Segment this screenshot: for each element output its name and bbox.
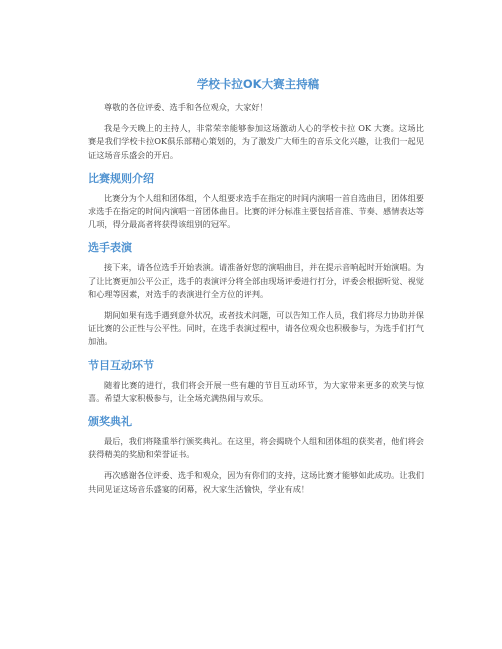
section-heading-interaction: 节目互动环节 xyxy=(88,358,154,372)
performance-paragraph-2: 期间如果有选手遇到意外状况，或者技术问题，可以告知工作人员，我们将尽力协助并保证比赛的公正性与公平性。同时，在选手表演过程中，请各位观众也积极参与，为选手们打气加油。 xyxy=(88,310,424,347)
intro-paragraph: 我是今天晚上的主持人，非常荣幸能够参加这场激动人心的学校卡拉 OK 大赛。这场比赛是我们学校卡拉OK俱乐部精心策划的，为了激发广大师生的音乐文化兴趣，让我们一起见证这场音乐盛会的开启。 xyxy=(88,123,424,160)
document-title: 学校卡拉OK大赛主持稿 xyxy=(196,77,320,91)
performance-paragraph-1: 接下来，请各位选手开始表演。请准备好您的演唱曲目，并在提示音响起时开始演唱。为了让比赛更加公平公正，选手的表演评分将全部由现场评委进行打分，评委会根据听觉、视觉和心理等因素，对选手的表演进行全方位的评判。 xyxy=(88,262,424,299)
interaction-paragraph: 随着比赛的进行，我们将会开展一些有趣的节目互动环节，为大家带来更多的欢笑与惊喜。希望大家积极参与，让全场充满热闹与欢乐。 xyxy=(88,379,424,403)
section-heading-awards: 颁奖典礼 xyxy=(88,415,132,429)
awards-paragraph-2: 再次感谢各位评委、选手和观众，因为有你们的支持，这场比赛才能够如此成功。让我们共同见证这场音乐盛宴的闭幕，祝大家生活愉快，学业有成！ xyxy=(88,470,424,494)
section-heading-rules: 比赛规则介绍 xyxy=(88,171,154,185)
section-heading-performance: 选手表演 xyxy=(88,241,132,255)
rules-paragraph: 比赛分为个人组和团体组，个人组要求选手在指定的时间内演唱一首自选曲目，团体组要求选手在指定的时间内演唱一首团体曲目。比赛的评分标准主要包括音准、节奏、感情表达等几项，得分最高者将获得该组别的冠军。 xyxy=(88,192,424,230)
greeting-paragraph: 尊敬的各位评委、选手和各位观众，大家好！ xyxy=(104,102,268,112)
awards-paragraph-1: 最后，我们将隆重举行颁奖典礼。在这里，将会揭晓个人组和团体组的获奖者，他们将会获得精美的奖励和荣誉证书。 xyxy=(88,436,424,460)
